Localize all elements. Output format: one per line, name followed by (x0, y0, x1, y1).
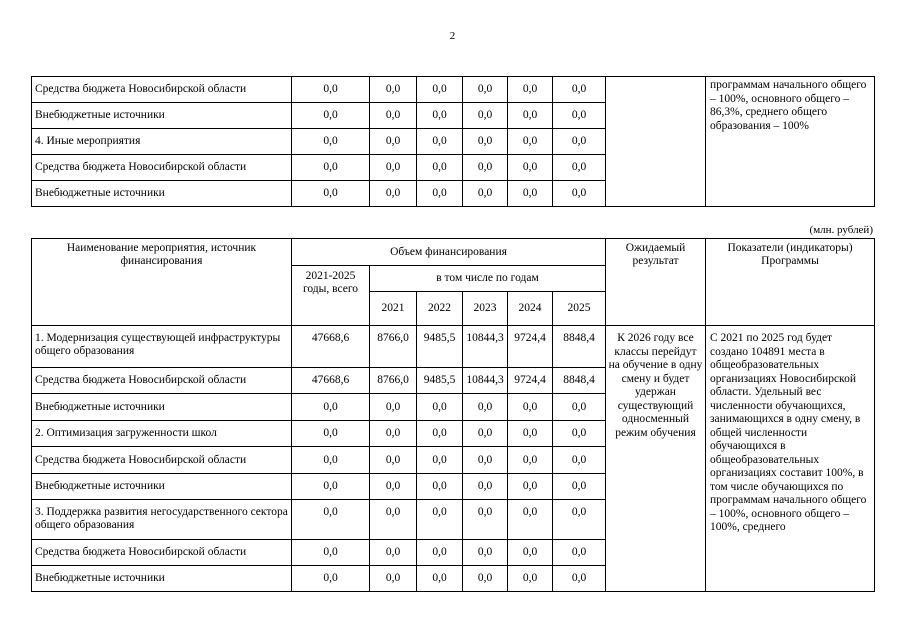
value-cell: 0,0 (463, 77, 508, 103)
value-cell: 0,0 (417, 500, 463, 540)
value-cell: 8848,4 (553, 326, 606, 368)
value-cell: 0,0 (370, 447, 417, 474)
value-cell: 0,0 (370, 181, 417, 207)
total-cell: 0,0 (292, 394, 370, 421)
value-cell: 10844,3 (463, 368, 508, 394)
table-row (32, 326, 875, 368)
value-cell: 9724,4 (508, 326, 553, 368)
value-cell: 0,0 (370, 566, 417, 592)
value-cell: 0,0 (417, 129, 463, 155)
value-cell: 0,0 (508, 394, 553, 421)
value-cell: 8766,0 (370, 326, 417, 368)
value-cell: 0,0 (417, 540, 463, 566)
value-cell: 9485,5 (417, 326, 463, 368)
value-cell: 0,0 (508, 103, 553, 129)
value-cell: 0,0 (370, 421, 417, 447)
funding-table (31, 238, 875, 592)
value-cell: 0,0 (417, 394, 463, 421)
value-cell: 0,0 (553, 103, 606, 129)
value-cell: 8848,4 (553, 368, 606, 394)
value-cell: 0,0 (508, 447, 553, 474)
row-name: Средства бюджета Новосибирской области (32, 540, 292, 566)
value-cell: 0,0 (553, 474, 606, 500)
value-cell: 0,0 (417, 181, 463, 207)
value-cell: 0,0 (417, 77, 463, 103)
total-cell: 47668,6 (292, 368, 370, 394)
total-cell: 0,0 (292, 447, 370, 474)
value-cell: 0,0 (508, 155, 553, 181)
header-funding: Объем финансирования (292, 239, 606, 266)
row-name: Средства бюджета Новосибирской области (32, 368, 292, 394)
value-cell: 0,0 (417, 474, 463, 500)
value-cell: 0,0 (553, 421, 606, 447)
value-cell: 0,0 (417, 447, 463, 474)
value-cell: 0,0 (508, 421, 553, 447)
row-name: Средства бюджета Новосибирской области (32, 447, 292, 474)
row-name: Внебюджетные источники (32, 474, 292, 500)
value-cell: 10844,3 (463, 326, 508, 368)
row-name: 2. Оптимизация загруженности школ (32, 421, 292, 447)
value-cell: 0,0 (463, 129, 508, 155)
header-total: 2021-2025 годы, всего (292, 266, 370, 326)
value-cell: 0,0 (370, 103, 417, 129)
header-result: Ожидаемый результат (606, 239, 706, 326)
value-cell: 0,0 (292, 181, 370, 207)
total-cell: 0,0 (292, 566, 370, 592)
value-cell: 0,0 (370, 500, 417, 540)
total-cell: 0,0 (292, 500, 370, 540)
value-cell: 0,0 (417, 566, 463, 592)
header-year: 2023 (463, 292, 508, 326)
value-cell: 0,0 (417, 421, 463, 447)
value-cell: 0,0 (508, 129, 553, 155)
value-cell: 0,0 (370, 129, 417, 155)
value-cell: 0,0 (553, 77, 606, 103)
value-cell: 0,0 (370, 474, 417, 500)
continuation-table (31, 76, 875, 207)
value-cell: 0,0 (508, 540, 553, 566)
total-cell: 0,0 (292, 474, 370, 500)
header-year: 2022 (417, 292, 463, 326)
value-cell: 0,0 (553, 181, 606, 207)
value-cell: 0,0 (417, 103, 463, 129)
value-cell: 0,0 (463, 540, 508, 566)
value-cell: 0,0 (463, 566, 508, 592)
result-cell-empty (606, 77, 706, 207)
row-name: 3. Поддержка развития негосударственного сектора общего образования (32, 500, 292, 540)
value-cell: 0,0 (508, 474, 553, 500)
header-by-years: в том числе по годам (370, 266, 606, 292)
value-cell: 0,0 (553, 540, 606, 566)
total-cell: 0,0 (292, 540, 370, 566)
value-cell: 0,0 (508, 566, 553, 592)
value-cell: 0,0 (463, 181, 508, 207)
row-name: Средства бюджета Новосибирской области (32, 155, 292, 181)
value-cell: 0,0 (553, 447, 606, 474)
value-cell: 0,0 (292, 129, 370, 155)
units-label: (млн. рублей) (809, 224, 873, 236)
value-cell: 0,0 (463, 155, 508, 181)
value-cell: 0,0 (463, 421, 508, 447)
indicator-text: программам начального общего – 100%, основного общего – 86,3%, среднего общего образования – 100% (706, 77, 875, 207)
row-name: Внебюджетные источники (32, 394, 292, 421)
header-year: 2024 (508, 292, 553, 326)
value-cell: 0,0 (463, 447, 508, 474)
indicators-text: С 2021 по 2025 год будет создано 104891 места в общеобразовательных организациях Новосибирской области. Удельный вес численности обучающихся, занимающихся в одну смену, в общей численности обучающихся в общеобразовательных организациях составит 100%, в том числе обучающихся по программам начального общего – 100%, основного общего – 100%, среднего (706, 326, 875, 592)
value-cell: 0,0 (463, 103, 508, 129)
total-cell: 0,0 (292, 421, 370, 447)
value-cell: 0,0 (463, 394, 508, 421)
value-cell: 0,0 (553, 129, 606, 155)
value-cell: 0,0 (292, 155, 370, 181)
row-name: Внебюджетные источники (32, 181, 292, 207)
value-cell: 0,0 (370, 540, 417, 566)
row-name: Внебюджетные источники (32, 566, 292, 592)
value-cell: 9485,5 (417, 368, 463, 394)
value-cell: 0,0 (553, 394, 606, 421)
value-cell: 0,0 (292, 77, 370, 103)
value-cell: 0,0 (553, 500, 606, 540)
value-cell: 0,0 (370, 155, 417, 181)
header-name: Наименование мероприятия, источник финансирования (32, 239, 292, 326)
value-cell: 0,0 (370, 77, 417, 103)
value-cell: 0,0 (508, 500, 553, 540)
expected-result-text: К 2026 году все классы перейдут на обучение в одну смену и будет удержан существующий односменный режим обучения (606, 326, 706, 592)
header-row (32, 239, 875, 266)
value-cell: 0,0 (508, 77, 553, 103)
value-cell: 0,0 (553, 155, 606, 181)
page-number: 2 (449, 30, 456, 42)
value-cell: 0,0 (508, 181, 553, 207)
value-cell: 8766,0 (370, 368, 417, 394)
total-cell: 47668,6 (292, 326, 370, 368)
value-cell: 0,0 (463, 500, 508, 540)
row-name: Внебюджетные источники (32, 103, 292, 129)
value-cell: 0,0 (463, 474, 508, 500)
value-cell: 0,0 (370, 394, 417, 421)
row-name: 1. Модернизация существующей инфраструктуры общего образования (32, 326, 292, 368)
row-name: 4. Иные мероприятия (32, 129, 292, 155)
header-year: 2021 (370, 292, 417, 326)
value-cell: 0,0 (417, 155, 463, 181)
value-cell: 0,0 (292, 103, 370, 129)
value-cell: 0,0 (553, 566, 606, 592)
header-indicators: Показатели (индикаторы) Программы (706, 239, 875, 326)
value-cell: 9724,4 (508, 368, 553, 394)
table-row (32, 77, 875, 103)
row-name: Средства бюджета Новосибирской области (32, 77, 292, 103)
header-year: 2025 (553, 292, 606, 326)
